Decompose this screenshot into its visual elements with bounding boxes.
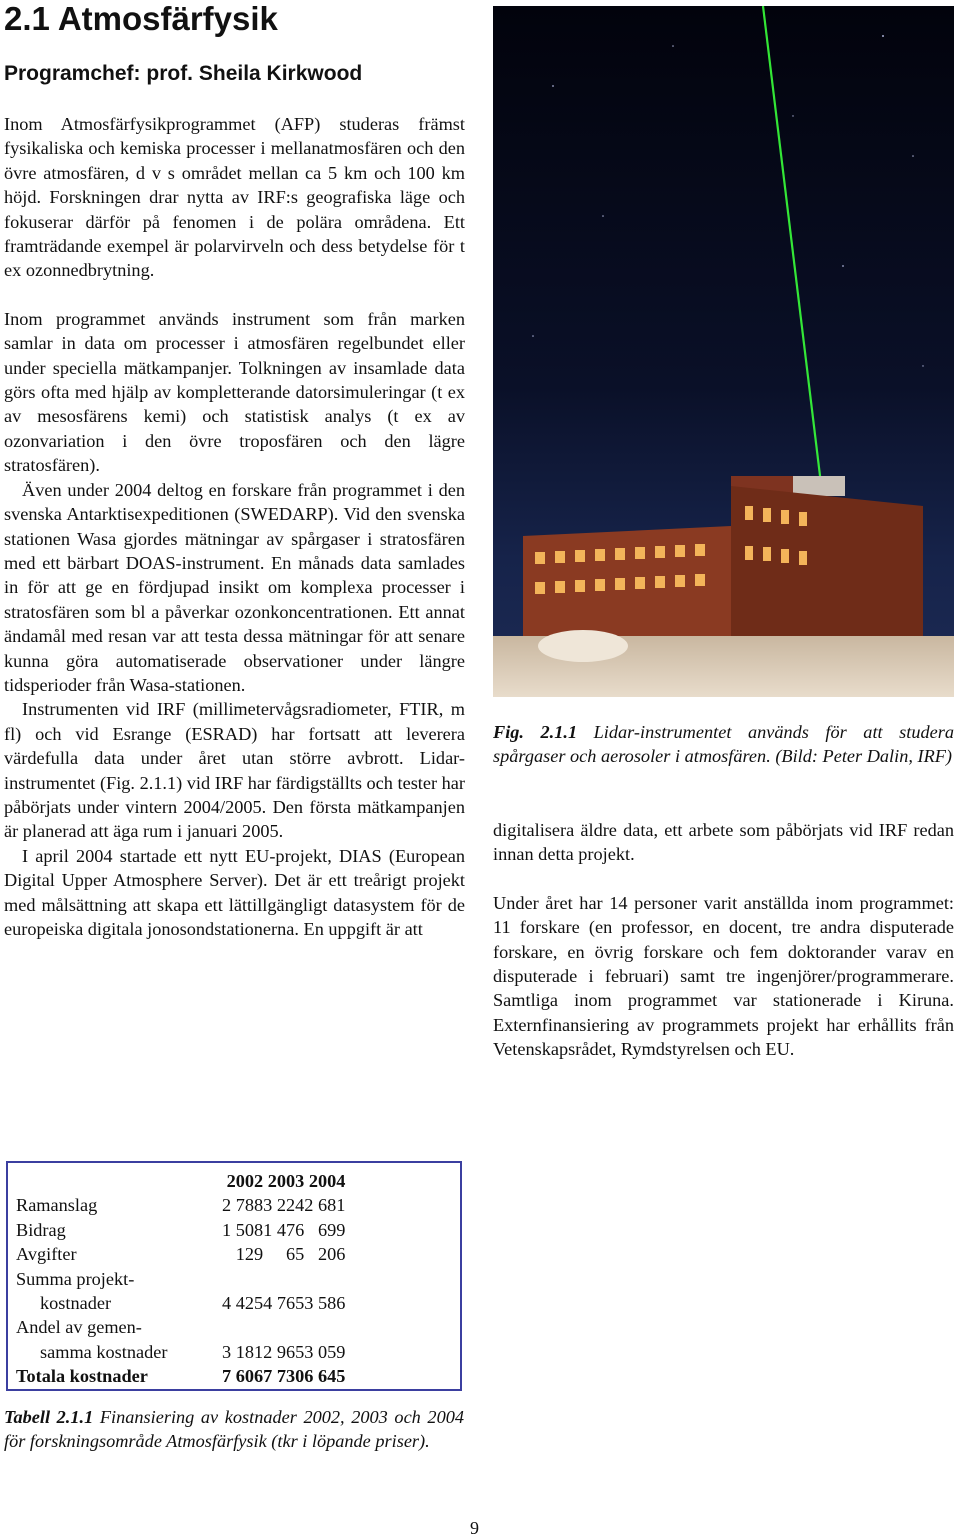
cell: 2 681 bbox=[304, 1195, 346, 1216]
figure-caption bbox=[493, 720, 954, 769]
year-header: 2004 bbox=[308, 1171, 346, 1191]
table-row bbox=[16, 1315, 345, 1339]
table-row bbox=[16, 1267, 345, 1291]
row-label: Totala kostnader bbox=[16, 1366, 148, 1387]
paragraph: Under året har 14 personer varit anställda inom programmet: 11 forskare (en professor, en docent, tre andra disputerade forskare, en övrig forskare och fem doktorander varav en disputerade i februari) samt tre ingenjörer/programmerare. Samtliga inom programmet var stationerade i Kiruna. Externfinansiering av programmets projekt har erhållits från Vetenskapsrådet, Rymdstyrelsen och EU. bbox=[493, 892, 954, 1060]
cell: 4 765 bbox=[263, 1293, 305, 1314]
building-right-wing bbox=[731, 486, 923, 646]
cell: 129 bbox=[235, 1244, 264, 1265]
row-label: Ramanslag bbox=[16, 1195, 98, 1216]
paragraph: digitalisera äldre data, ett arbete som påbörjats vid IRF redan innan detta projekt. bbox=[493, 820, 954, 865]
funding-table bbox=[16, 1169, 345, 1389]
page-number: 9 bbox=[470, 1518, 479, 1538]
paragraph: I april 2004 startade ett nytt EU-projekt, DIAS (European Digital Upper Atmosphere Server). Det är ett treårigt projekt med målsättning att skapa ett lättillgängligt datasystem för de europeiska digitala jonosondstationerna. En uppgift är att bbox=[4, 845, 465, 939]
table-caption bbox=[4, 1405, 464, 1454]
row-label-continued: samma kostnader bbox=[40, 1341, 168, 1362]
table-header-row bbox=[16, 1169, 345, 1193]
cell: 65 bbox=[286, 1244, 305, 1265]
paragraph: Inom Atmosfärfysikprogrammet (AFP) studeras främst fysikaliska och kemiska processer i mellanatmosfären och den övre atmosfären, d v s området mellan ca 5 km och 100 km höjd. Forskningen drar nytta av IRF:s geografiska läge och fokuserar därför på fenomen i de polära områdena. Ett framträdande exempel är polarvirveln och dess betydelse för t ex ozonnedbrytning. bbox=[4, 114, 465, 281]
row-label-continued: kostnader bbox=[40, 1293, 112, 1314]
section-heading: 2.1 Atmosfärfysik bbox=[4, 0, 278, 37]
table-row bbox=[16, 1218, 345, 1242]
paragraph: Instrumenten vid IRF (millimetervågsradiometer, FTIR, m fl) och vid Esrange (ESRAD) har fortsatt att leverera värdefulla data under året utan större avbrott. Lidar-instrumentet (Fig. 2.1.1) vid IRF har färdigställts och tester har påbörjats under vintern 2004/2005. Den första mätkampanjen är planerad att äga rum i januari 2005. bbox=[4, 699, 466, 842]
paragraph: Även under 2004 deltog en forskare från programmet i den svenska Antarktisexpeditionen (SWEDARP). Vid den svenska stationen Wasa gjordes mätningar av spårgaser i stratosfären med ett bärbart DOAS-instrument. En månads data samlades in för att ge en fördjupad insikt om komplexa processer i stratosfären som bl a påverkar ozonkoncentrationen. Ett annat ändamål med resan var att testa dessa mätningar för att senare kunna göra automatiserade observationer under längre tidsperioder från Wasa-stationen. bbox=[4, 479, 465, 695]
table-caption-text: Finansiering av kostnader 2002, 2003 och 2004 för forskningsområde Atmosfärfysik (tkr i löpande priser). bbox=[4, 1407, 464, 1452]
row-label: Summa projekt- bbox=[16, 1268, 135, 1289]
row-label: Andel av gemen- bbox=[16, 1317, 142, 1338]
cell: 3 181 bbox=[222, 1341, 264, 1362]
cell: 1 476 bbox=[263, 1219, 305, 1240]
cell: 206 bbox=[318, 1244, 346, 1265]
building-dome bbox=[793, 476, 845, 496]
year-header: 2003 bbox=[267, 1171, 305, 1191]
row-label: Avgifter bbox=[16, 1244, 77, 1265]
cell: 2 965 bbox=[263, 1341, 305, 1362]
cell: 3 586 bbox=[304, 1293, 346, 1314]
program-director: Programchef: prof. Sheila Kirkwood bbox=[4, 62, 363, 85]
figure-caption-text: Lidar-instrumentet används för att studera spårgaser och aerosoler i atmosfären. (Bild: Peter Dalin, IRF) bbox=[493, 722, 954, 767]
year-header: 2002 bbox=[226, 1171, 264, 1191]
cell: 3 224 bbox=[263, 1195, 305, 1216]
figure-label: Fig. 2.1.1 bbox=[493, 722, 578, 742]
table-row bbox=[16, 1291, 345, 1315]
table-row bbox=[16, 1242, 345, 1266]
paragraph: Inom programmet används instrument som från marken samlar in data om processer i atmosfären regelbundet eller under speciella mätkampanjer. Tolkningen av insamlade data görs ofta med hjälp av kompletterande datorsimuleringar (t ex av mesosfärens kemi) och statistisk analys (t ex av ozonvariation i den övre troposfären och den lägre stratosfären). bbox=[4, 308, 465, 476]
table-row bbox=[16, 1193, 345, 1217]
snow-covered-car bbox=[538, 630, 628, 662]
row-label: Bidrag bbox=[16, 1219, 66, 1240]
cell: 3 059 bbox=[304, 1341, 346, 1362]
cell: 699 bbox=[318, 1219, 346, 1240]
cell: 7 606 bbox=[222, 1366, 264, 1387]
table-total-row bbox=[16, 1364, 345, 1388]
cell: 6 645 bbox=[304, 1366, 346, 1387]
cell: 4 425 bbox=[222, 1293, 264, 1314]
table-row bbox=[16, 1340, 345, 1364]
cell: 2 788 bbox=[222, 1195, 264, 1216]
right-column bbox=[493, 818, 954, 1062]
left-column bbox=[4, 112, 465, 941]
table-label: Tabell 2.1.1 bbox=[4, 1407, 94, 1427]
funding-table-box bbox=[6, 1161, 462, 1391]
cell: 7 730 bbox=[263, 1366, 305, 1387]
lidar-photo bbox=[493, 6, 954, 697]
cell: 1 508 bbox=[222, 1219, 264, 1240]
